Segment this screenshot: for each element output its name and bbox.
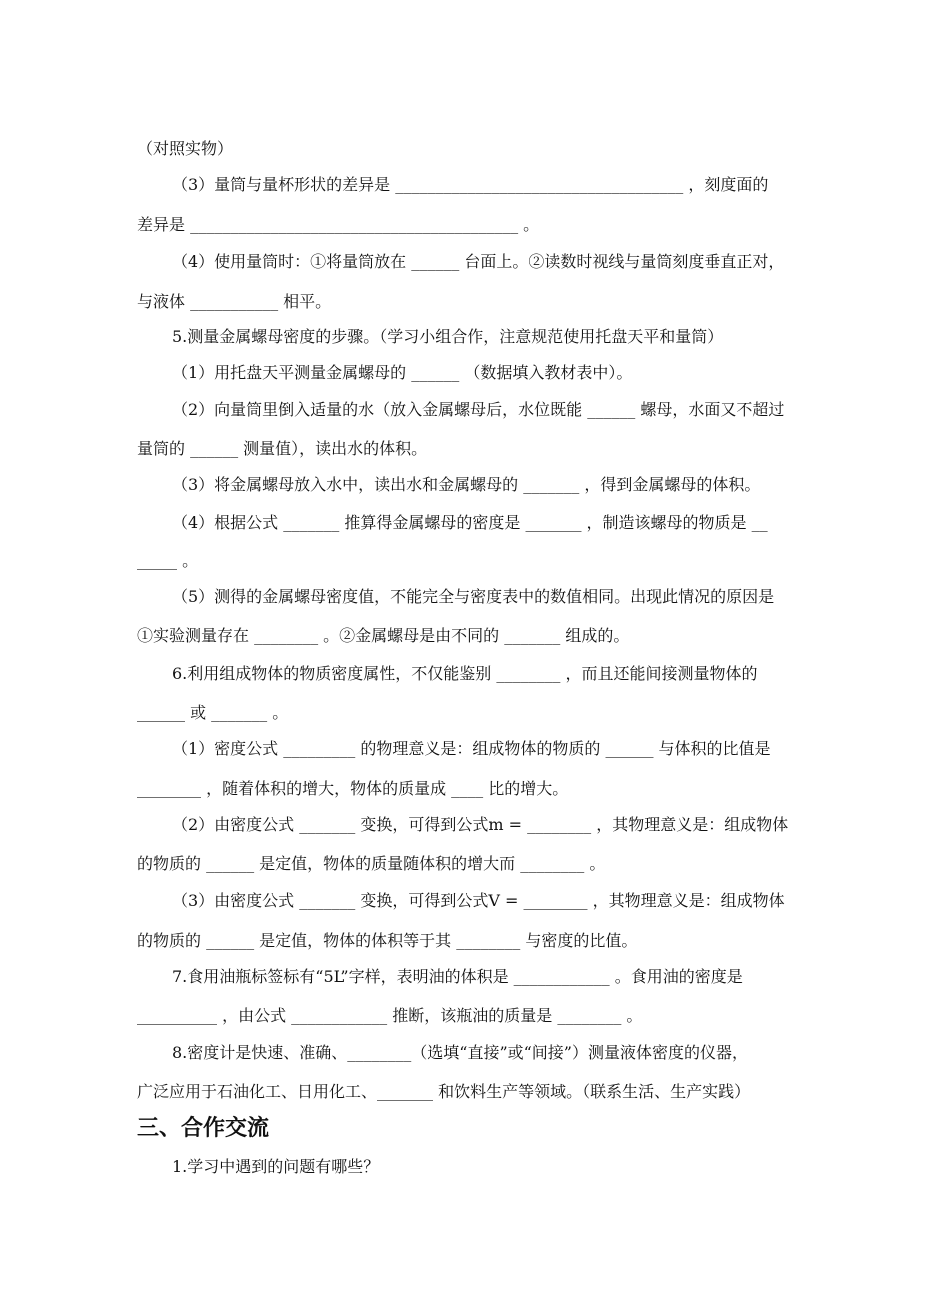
- text-line: 广泛应用于石油化工、日用化工、_______ 和饮料生产等领域。（联系生活、生产实践）: [137, 1082, 751, 1101]
- text-line: ①实验测量存在 ________ 。②金属螺母是由不同的 _______ 组成的。: [137, 626, 630, 645]
- section-heading: 三、合作交流: [137, 1116, 270, 1141]
- text-line: 量筒的 ______ 测量值），读出水的体积。: [137, 439, 428, 458]
- text-line: _____ 。: [137, 551, 199, 570]
- text-line: （对照实物）: [137, 139, 234, 158]
- text-line: （2）向量筒里倒入适量的水（放入金属螺母后，水位既能 ______ 螺母，水面又不超过: [172, 400, 785, 419]
- text-line: 6.利用组成物体的物质密度属性，不仅能鉴别 ________ ，而且还能间接测量物体的: [172, 664, 758, 683]
- text-line: 8.密度计是快速、准确、________（选填“直接”或“间接”）测量液体密度的仪器，: [172, 1043, 748, 1062]
- text-line: 7.食用油瓶标签标有“5L”字样，表明油的体积是 ____________ 。食用油的密度是: [172, 967, 743, 986]
- text-line: 的物质的 ______ 是定值，物体的体积等于其 ________ 与密度的比值。: [137, 931, 638, 950]
- text-line: 与液体 ___________ 相平。: [137, 292, 332, 311]
- text-line: （4）根据公式 _______ 推算得金属螺母的密度是 _______ ，制造该螺母的物质是 __: [172, 513, 768, 532]
- text-line: 差异是 _________________________________________ 。: [137, 215, 540, 234]
- text-line: 的物质的 ______ 是定值，物体的质量随体积的增大而 ________ 。: [137, 854, 606, 873]
- text-line: ______ 或 _______ 。: [137, 703, 289, 722]
- text-line: （1）密度公式 _________ 的物理意义是：组成物体的物质的 ______ 与体积的比值是: [172, 739, 771, 758]
- text-line: （3）由密度公式 _______ 变换，可得到公式V = ________ ，其物理意义是：组成物体: [172, 891, 785, 910]
- text-line: （5）测得的金属螺母密度值，不能完全与密度表中的数值相同。出现此情况的原因是: [172, 587, 775, 606]
- text-line: （4）使用量筒时：①将量筒放在 ______ 台面上。②读数时视线与量筒刻度垂直正对，: [172, 252, 785, 271]
- text-line: 5.测量金属螺母密度的步骤。（学习小组合作，注意规范使用托盘天平和量筒）: [172, 327, 724, 346]
- text-line: （1）用托盘天平测量金属螺母的 ______ （数据填入教材表中）。: [172, 363, 633, 382]
- text-line: 1.学习中遇到的问题有哪些？: [172, 1157, 380, 1176]
- text-line: __________ ，由公式 ____________ 推断，该瓶油的质量是 ________ 。: [137, 1006, 643, 1025]
- text-line: （3）量筒与量杯形状的差异是 ____________________________________ ，刻度面的: [172, 175, 769, 194]
- text-line: （3）将金属螺母放入水中，读出水和金属螺母的 _______ ，得到金属螺母的体积。: [172, 475, 761, 494]
- text-line: （2）由密度公式 _______ 变换，可得到公式m = ________ ，其物理意义是：组成物体: [172, 815, 789, 834]
- text-line: ________ ，随着体积的增大，物体的质量成 ____ 比的增大。: [137, 779, 569, 798]
